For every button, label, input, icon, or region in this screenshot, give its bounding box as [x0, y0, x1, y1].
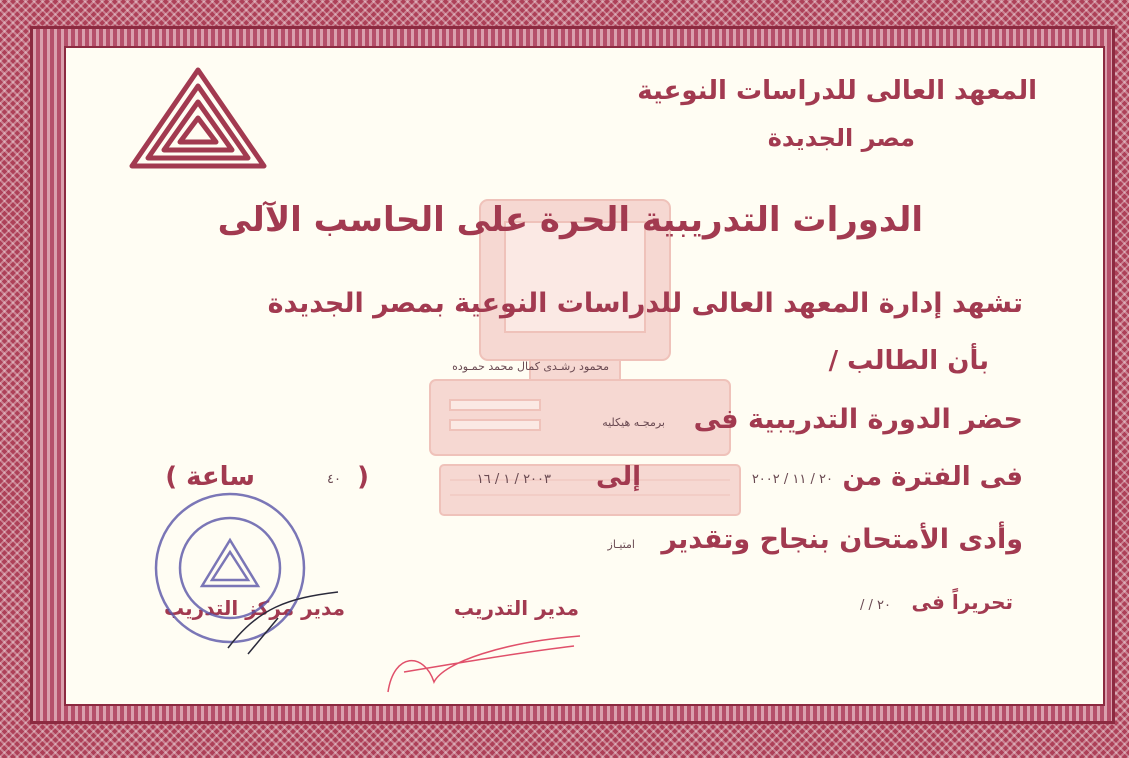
training-director-label: مدير التدريب [453, 596, 579, 620]
issued-date: / / ٢٠ [860, 598, 891, 613]
institute-name: المعهد العالى للدراسات النوعية [637, 76, 1037, 106]
course-program-title: الدورات التدريبية الحرة على الحاسب الآلى [217, 200, 923, 240]
hours-value: ٤٠ [327, 472, 341, 487]
to-label: إلى [596, 462, 641, 492]
signature-center-director-icon [218, 588, 348, 658]
institute-logo-icon [128, 66, 268, 170]
declaration-text: تشهد إدارة المعهد العالى للدراسات النوعية بمصر الجديدة [267, 288, 1023, 319]
from-date: ٢٠ / ١١ / ٢٠٠٢ [751, 472, 833, 487]
hours-open-paren: ( [357, 462, 369, 492]
to-date: ٢٠٠٣ / ١ / ١٦ [476, 472, 551, 487]
institute-city: مصر الجديدة [767, 124, 915, 152]
issued-label: تحريراً فى [911, 590, 1013, 614]
grade-value: امتيـاز [607, 538, 635, 551]
student-name: محمود رشـدى كمال محمد حمـوده [452, 360, 609, 373]
period-label: فى الفترة من [842, 462, 1023, 492]
course-name: برمجـه هيكليه [602, 416, 665, 429]
hours-label: ساعة ) [165, 462, 255, 492]
student-label: بأن الطالب / [828, 346, 989, 376]
center-director-label: مدير مركز التدريب [164, 596, 345, 620]
signature-training-director-icon [384, 632, 584, 702]
exam-result-label: وأدى الأمتحان بنجاح وتقدير [661, 524, 1023, 555]
course-label: حضر الدورة التدريبية فى [693, 404, 1023, 435]
